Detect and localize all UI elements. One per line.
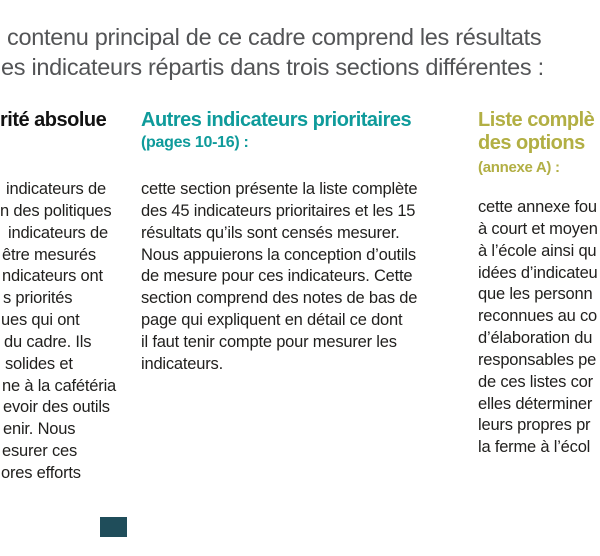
text-line: à court et moyen — [478, 219, 598, 238]
text-line: la ferme à l’écol — [478, 438, 591, 457]
text-line: Nous appuierons la conception d’outils — [141, 245, 416, 264]
text-line: de ces listes cor — [478, 372, 593, 391]
text-line: indicateurs. — [141, 354, 223, 373]
text-line: esurer ces — [2, 442, 78, 461]
text-line: être mesurés — [2, 245, 96, 264]
text-line: solides et — [5, 354, 73, 373]
intro-line-2: es indicateurs répartis dans trois sections différentes : — [1, 54, 544, 80]
text-line: section comprend des notes de bas de — [141, 289, 418, 308]
text-line: idées d’indicateu — [478, 263, 598, 282]
text-line: ores efforts — [1, 463, 81, 482]
middle-column-body — [141, 179, 476, 376]
text-line: responsables pe — [478, 350, 597, 369]
text-line: cette annexe fou — [478, 198, 597, 216]
right-column-title-line1: Liste complè — [478, 109, 595, 131]
text-line: evoir des outils — [3, 398, 110, 417]
text-line: n des politiques — [0, 201, 112, 220]
right-column-annex: (annexe A) : — [478, 159, 560, 176]
text-line: indicateurs de — [6, 180, 106, 198]
left-column-body — [0, 179, 140, 485]
text-line: il faut tenir compte pour mesurer les — [141, 332, 397, 351]
text-line: s priorités — [3, 289, 73, 308]
text-line: d’élaboration du — [478, 329, 593, 348]
text-line: des 45 indicateurs prioritaires et les 15 — [141, 201, 416, 220]
cropped-color-block — [100, 517, 127, 537]
right-column-title — [478, 109, 600, 155]
text-line: elles déterminer — [478, 394, 593, 413]
intro-line-1: contenu principal de ce cadre comprend les résultats — [7, 24, 542, 50]
text-line: page qui expliquent en détail ce dont — [141, 311, 403, 330]
text-line: ndicateurs ont — [2, 267, 103, 286]
intro-paragraph — [0, 22, 600, 82]
right-column-title-line2: des options — [478, 132, 585, 154]
text-line: indicateurs de — [8, 223, 108, 242]
text-line: cette section présente la liste complète — [141, 180, 418, 198]
text-line: enir. Nous — [3, 420, 76, 439]
text-line: reconnues au co — [478, 307, 598, 326]
middle-column-pages: (pages 10-16) : — [141, 134, 249, 151]
text-line: résultats qu’ils sont censés mesurer. — [141, 223, 400, 242]
right-column-body — [478, 197, 600, 459]
text-line: ues qui ont — [1, 311, 80, 330]
text-line: de mesure pour ces indicateurs. Cette — [141, 267, 413, 286]
text-line: à l’école ainsi qu — [478, 241, 597, 260]
text-line: que les personn — [478, 285, 593, 304]
left-column-title: rité absolue — [0, 109, 107, 131]
text-line: ne à la cafétéria — [2, 376, 117, 395]
text-line: leurs propres pr — [478, 416, 591, 435]
text-line: du cadre. Ils — [4, 332, 92, 351]
middle-column-title: Autres indicateurs prioritaires — [141, 109, 412, 131]
